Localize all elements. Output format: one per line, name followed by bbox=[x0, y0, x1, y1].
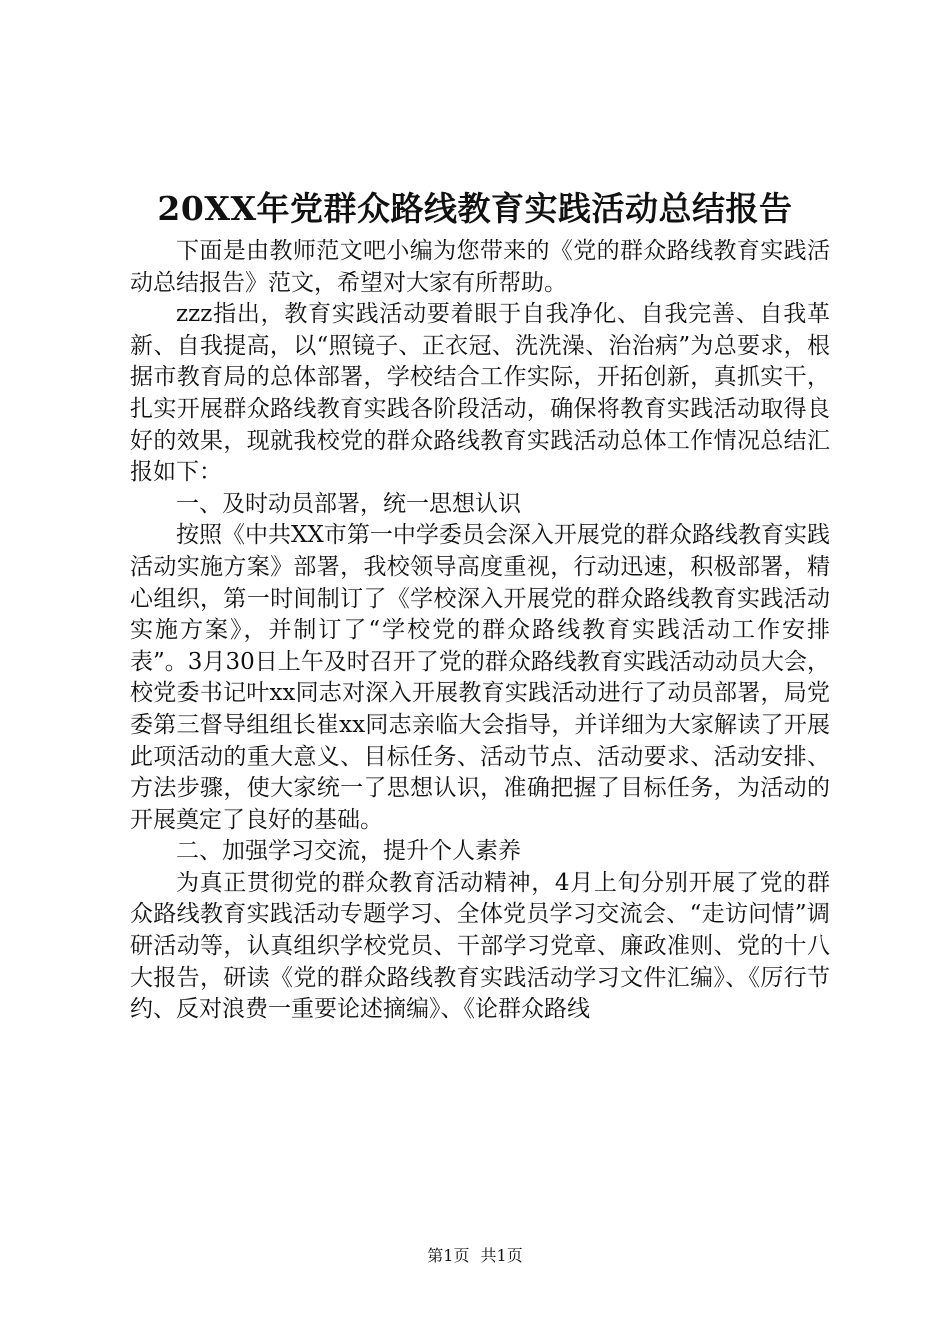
page-footer bbox=[0, 1245, 950, 1267]
page-total: 共1页 bbox=[480, 1246, 523, 1265]
document-title: 20XX年党群众路线教育实践活动总结报告 bbox=[157, 189, 793, 228]
section-heading-2: 二、加强学习交流，提升个人素养 bbox=[176, 838, 521, 865]
section-1-paragraph: 按照《中共XX市第一中学委员会深入开展党的群众路线教育实践活动实施方案》部署，我校领导高度重视，行动迅速，积极部署，精心组织，第一时间制订了《学校深入开展党的群众路线教育实践活动实施方案》，并制订了“学校党的群众路线教育实践活动工作安排表”。3月30日上午及时召开了党的群众路线教育实践活动动员大会，校党委书记叶xx同志对深入开展教育实践活动进行了动员部署，局党委第三督导组组长崔xx同志亲临大会指导，并详细为大家解读了开展此项活动的重大意义、目标任务、活动节点、活动要求、活动安排、方法步骤，使大家统一了思想认识，准确把握了目标任务，为活动的开展奠定了良好的基础。 bbox=[130, 522, 830, 833]
page-number: 第1页 bbox=[427, 1246, 470, 1265]
intro-paragraph: 下面是由教师范文吧小编为您带来的《党的群众路线教育实践活动总结报告》范文，希望对大家有所帮助。 bbox=[130, 238, 830, 296]
document-body bbox=[130, 236, 830, 1026]
overview-paragraph: zzz指出，教育实践活动要着眼于自我净化、自我完善、自我革新、自我提高，以“照镜子、正衣冠、洗洗澡、治治病”为总要求，根据市教育局的总体部署，学校结合工作实际，开拓创新，真抓实干，扎实开展群众路线教育实践各阶段活动，确保将教育实践活动取得良好的效果，现就我校党的群众路线教育实践活动总体工作情况总结汇报如下： bbox=[130, 301, 830, 486]
section-2-paragraph: 为真正贯彻党的群众教育活动精神，4月上旬分别开展了党的群众路线教育实践活动专题学习、全体党员学习交流会、“走访问情”调研活动等，认真组织学校党员、干部学习党章、廉政准则、党的十八大报告，研读《党的群众路线教育实践活动学习文件汇编》、《厉行节约、反对浪费一重要论述摘编》、《论群众路线 bbox=[130, 869, 830, 1023]
section-heading-1: 一、及时动员部署，统一思想认识 bbox=[176, 490, 521, 517]
